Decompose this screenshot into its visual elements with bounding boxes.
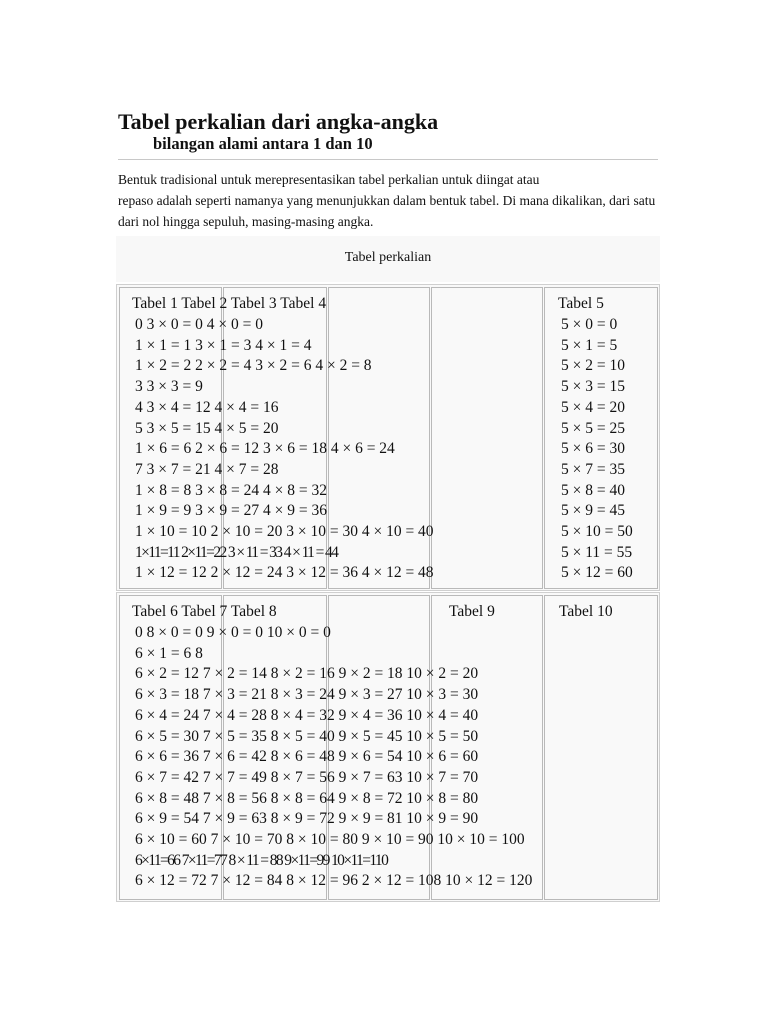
block-2-row-12: 6×11=66 7×11=77 8 × 11 = 88 9×11=99 10×11=110 (135, 851, 388, 869)
block-1-row-3: 1 × 2 = 2 2 × 2 = 4 3 × 2 = 6 4 × 2 = 8 (135, 357, 372, 375)
block-1-tabel-5-row-3: 5 × 2 = 10 (561, 357, 625, 375)
block-2-row-1: 0 8 × 0 = 0 9 × 0 = 0 10 × 0 = 0 (135, 624, 331, 641)
block-1-tabel-5-row-4: 5 × 3 = 15 (561, 378, 625, 396)
block-1-tabel-5-row-9: 5 × 8 = 40 (561, 481, 625, 499)
block-1-tabel-5-row-5: 5 × 4 = 20 (561, 398, 625, 416)
block-2-header-left: Tabel 6 Tabel 7 Tabel 8 (132, 603, 277, 620)
block-2-row-3: 6 × 2 = 12 7 × 2 = 14 8 × 2 = 16 9 × 2 = 18 10 × 2 = 20 (135, 665, 479, 683)
block-1-row-13: 1 × 12 = 12 2 × 12 = 24 3 × 12 = 36 4 × 12 = 48 (135, 564, 434, 582)
title-divider (118, 159, 658, 160)
block-2-row-10: 6 × 9 = 54 7 × 9 = 63 8 × 9 = 72 9 × 9 = 81 10 × 9 = 90 (135, 810, 479, 828)
block-1-tabel-5-row-1: 5 × 0 = 0 (561, 316, 618, 333)
block-1-tabel-5-row-2: 5 × 1 = 5 (561, 336, 618, 354)
block-1-row-6: 5 3 × 5 = 15 4 × 5 = 20 (135, 419, 279, 437)
block-2-text (117, 593, 661, 901)
block-1-row-10: 1 × 9 = 9 3 × 9 = 27 4 × 9 = 36 (135, 502, 327, 520)
table-caption: Tabel perkalian (344, 250, 432, 265)
block-1-row-1: 0 3 × 0 = 0 4 × 0 = 0 (135, 316, 263, 333)
page-subtitle: bilangan alami antara 1 dan 10 (153, 134, 373, 153)
block-2-row-11: 6 × 10 = 60 7 × 10 = 70 8 × 10 = 80 9 × 10 = 90 10 × 10 = 100 (135, 831, 525, 848)
block-2-row-8: 6 × 7 = 42 7 × 7 = 49 8 × 7 = 56 9 × 7 = 63 10 × 7 = 70 (135, 768, 479, 786)
block-1-text (117, 285, 661, 590)
block-1-row-7: 1 × 6 = 6 2 × 6 = 12 3 × 6 = 18 4 × 6 = 24 (135, 440, 395, 458)
multiplication-block-1 (116, 284, 660, 591)
block-1-row-2: 1 × 1 = 1 3 × 1 = 3 4 × 1 = 4 (135, 336, 312, 354)
block-1-row-11: 1 × 10 = 10 2 × 10 = 20 3 × 10 = 30 4 × 10 = 40 (135, 523, 434, 540)
block-1-tabel-5-row-12: 5 × 11 = 55 (561, 543, 633, 561)
block-1-tabel-5-row-8: 5 × 7 = 35 (561, 460, 625, 478)
block-1-header-left: Tabel 1 Tabel 2 Tabel 3 Tabel 4 (132, 295, 327, 312)
block-1-tabel-5-row-11: 5 × 10 = 50 (561, 523, 633, 540)
block-1-row-8: 7 3 × 7 = 21 4 × 7 = 28 (135, 460, 279, 478)
block-1-tabel-5-row-13: 5 × 12 = 60 (561, 564, 633, 582)
block-1-tabel-5-row-6: 5 × 5 = 25 (561, 419, 625, 437)
block-2-row-7: 6 × 6 = 36 7 × 6 = 42 8 × 6 = 48 9 × 6 = 54 10 × 6 = 60 (135, 748, 479, 766)
block-2-row-4: 6 × 3 = 18 7 × 3 = 21 8 × 3 = 24 9 × 3 = 27 10 × 3 = 30 (135, 686, 479, 704)
intro-line-1: Bentuk tradisional untuk merepresentasikan tabel perkalian untuk diingat atau (118, 172, 540, 187)
block-1-header-right: Tabel 5 (558, 295, 604, 312)
block-2-row-6: 6 × 5 = 30 7 × 5 = 35 8 × 5 = 40 9 × 5 = 45 10 × 5 = 50 (135, 727, 479, 745)
block-1-tabel-5-row-10: 5 × 9 = 45 (561, 502, 625, 520)
block-2-header-right: Tabel 10 (559, 603, 613, 620)
block-2-row-2: 6 × 1 = 6 8 (135, 644, 203, 662)
block-2-row-13: 6 × 12 = 72 7 × 12 = 84 8 × 12 = 96 2 × 12 = 108 10 × 12 = 120 (135, 872, 533, 890)
intro-line-3: dari nol hingga sepuluh, masing-masing angka. (118, 214, 374, 229)
block-1-row-9: 1 × 8 = 8 3 × 8 = 24 4 × 8 = 32 (135, 481, 327, 499)
block-1-row-5: 4 3 × 4 = 12 4 × 4 = 16 (135, 398, 279, 416)
page-title: Tabel perkalian dari angka-angka (118, 109, 439, 134)
table-caption-bar (116, 236, 660, 282)
intro-line-2: repaso adalah seperti namanya yang menunjukkan dalam bentuk tabel. Di mana dikalikan, dari satu (118, 193, 656, 208)
multiplication-block-2 (116, 592, 660, 902)
block-1-row-4: 3 3 × 3 = 9 (135, 378, 203, 396)
block-1-tabel-5-row-7: 5 × 6 = 30 (561, 440, 625, 458)
block-2-header-mid: Tabel 9 (449, 603, 495, 620)
block-2-row-5: 6 × 4 = 24 7 × 4 = 28 8 × 4 = 32 9 × 4 = 36 10 × 4 = 40 (135, 706, 479, 724)
block-1-row-12: 1×11=11 2×11=22 3 × 11 = 33 4 × 11 = 44 (135, 543, 338, 561)
block-2-row-9: 6 × 8 = 48 7 × 8 = 56 8 × 8 = 64 9 × 8 = 72 10 × 8 = 80 (135, 789, 479, 807)
